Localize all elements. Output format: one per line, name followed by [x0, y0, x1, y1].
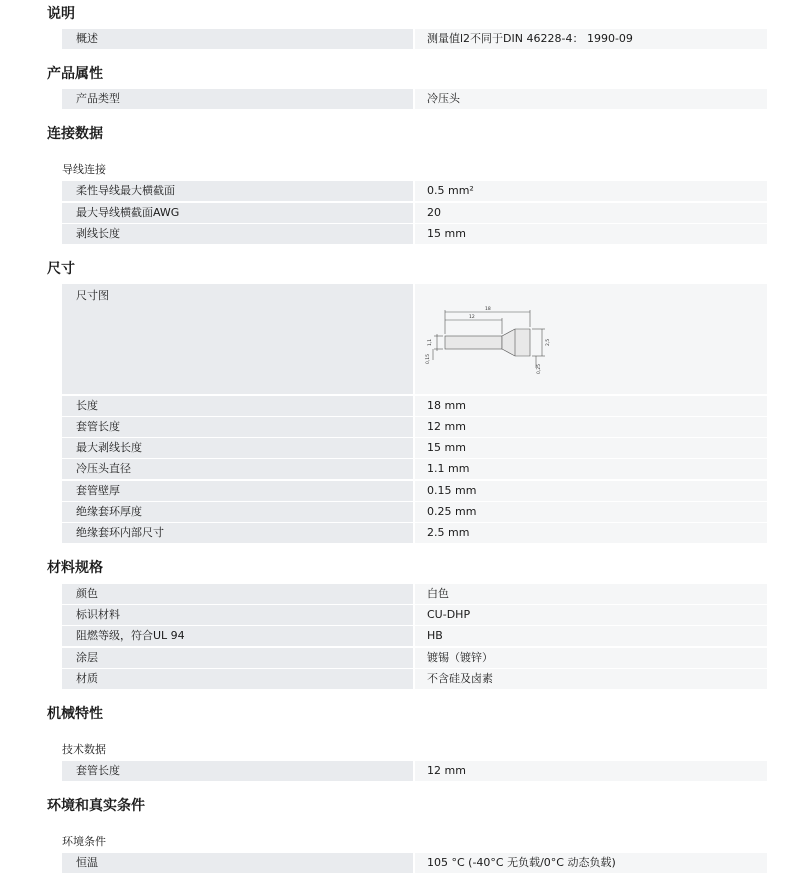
row-label: 颜色 — [76, 587, 98, 600]
row-value: 冷压头 — [427, 92, 460, 105]
table-row — [62, 89, 767, 109]
dimension-label-wall: 0,15 — [426, 353, 431, 364]
row-value: 2.5 mm — [427, 526, 470, 539]
row-value: 0.5 mm² — [427, 184, 474, 197]
row-label: 最大剥线长度 — [76, 441, 142, 454]
dimension-label-collar-thickness: 0,25 — [537, 363, 542, 374]
row-label: 套管长度 — [76, 420, 120, 433]
row-label: 绝缘套环内部尺寸 — [76, 526, 164, 539]
row-label: 长度 — [76, 399, 98, 412]
row-value: HB — [427, 629, 443, 642]
row-value: 18 mm — [427, 399, 466, 412]
row-label: 绝缘套环厚度 — [76, 505, 142, 518]
table-row — [62, 203, 767, 223]
section-title-material: 材料规格 — [47, 560, 103, 576]
dimension-label-total: 18 — [485, 307, 491, 312]
table-row — [62, 459, 767, 479]
row-value: 15 mm — [427, 441, 466, 454]
row-value: 测量值l2不同于DIN 46228-4： 1990-09 — [427, 32, 633, 45]
row-label: 产品类型 — [76, 92, 120, 105]
table-row — [62, 584, 767, 604]
row-value: 不含硅及卤素 — [427, 672, 493, 685]
row-label: 柔性导线最大横截面 — [76, 184, 175, 197]
row-label: 套管长度 — [76, 764, 120, 777]
ferrule-collar-shape — [502, 329, 530, 356]
row-label: 最大导线横截面AWG — [76, 206, 180, 219]
row-value: 15 mm — [427, 227, 466, 240]
row-value: 0.15 mm — [427, 484, 477, 497]
row-value: 105 °C (-40°C 无负载/0°C 动态负载) — [427, 856, 616, 869]
subsection-title-wire-connection: 导线连接 — [62, 163, 106, 176]
row-value: 镀锡（镀锌） — [427, 651, 493, 664]
table-row — [62, 669, 767, 689]
section-title-dimensions: 尺寸 — [47, 261, 75, 277]
row-label: 剥线长度 — [76, 227, 120, 240]
table-row — [62, 502, 767, 522]
table-row — [62, 29, 767, 49]
row-value: 1.1 mm — [427, 462, 470, 475]
dimension-label-collar-diameter: 2,5 — [546, 338, 551, 346]
row-label: 涂层 — [76, 651, 98, 664]
table-row — [62, 417, 767, 437]
table-row — [62, 481, 767, 501]
section-title-connection: 连接数据 — [47, 126, 103, 142]
row-label: 阻燃等级，符合UL 94 — [76, 629, 185, 642]
section-title-environment: 环境和真实条件 — [47, 798, 145, 814]
row-value: 白色 — [427, 587, 449, 600]
dimension-drawing-row — [62, 284, 767, 374]
table-row — [62, 648, 767, 668]
dimension-label-sleeve: 12 — [469, 315, 475, 320]
row-value: CU-DHP — [427, 608, 471, 621]
row-label: 恒温 — [76, 856, 98, 869]
row-label: 冷压头直径 — [76, 462, 131, 475]
table-row — [62, 438, 767, 458]
table-row — [62, 523, 767, 543]
row-label: 概述 — [76, 32, 98, 45]
dimension-label-diameter: 1,1 — [428, 338, 433, 346]
row-label: 尺寸图 — [76, 289, 109, 302]
section-title-product: 产品属性 — [47, 66, 103, 82]
section-title-description: 说明 — [47, 6, 75, 22]
section-title-mechanical: 机械特性 — [47, 706, 103, 722]
table-row — [62, 396, 767, 416]
row-label: 材质 — [76, 672, 98, 685]
table-row — [62, 761, 767, 781]
table-row — [62, 224, 767, 244]
table-row — [62, 626, 767, 646]
row-value: 20 — [427, 206, 441, 219]
ferrule-sleeve-shape — [445, 336, 502, 349]
table-row — [62, 181, 767, 201]
table-row — [62, 853, 767, 873]
row-value: 12 mm — [427, 420, 466, 433]
row-value: 12 mm — [427, 764, 466, 777]
ferrule-dimension-drawing — [423, 298, 563, 390]
subsection-title-technical-data: 技术数据 — [62, 743, 106, 756]
row-label: 套管壁厚 — [76, 484, 120, 497]
row-label: 标识材料 — [76, 608, 120, 621]
subsection-title-ambient-conditions: 环境条件 — [62, 835, 106, 848]
row-value: 0.25 mm — [427, 505, 477, 518]
table-row — [62, 605, 767, 625]
